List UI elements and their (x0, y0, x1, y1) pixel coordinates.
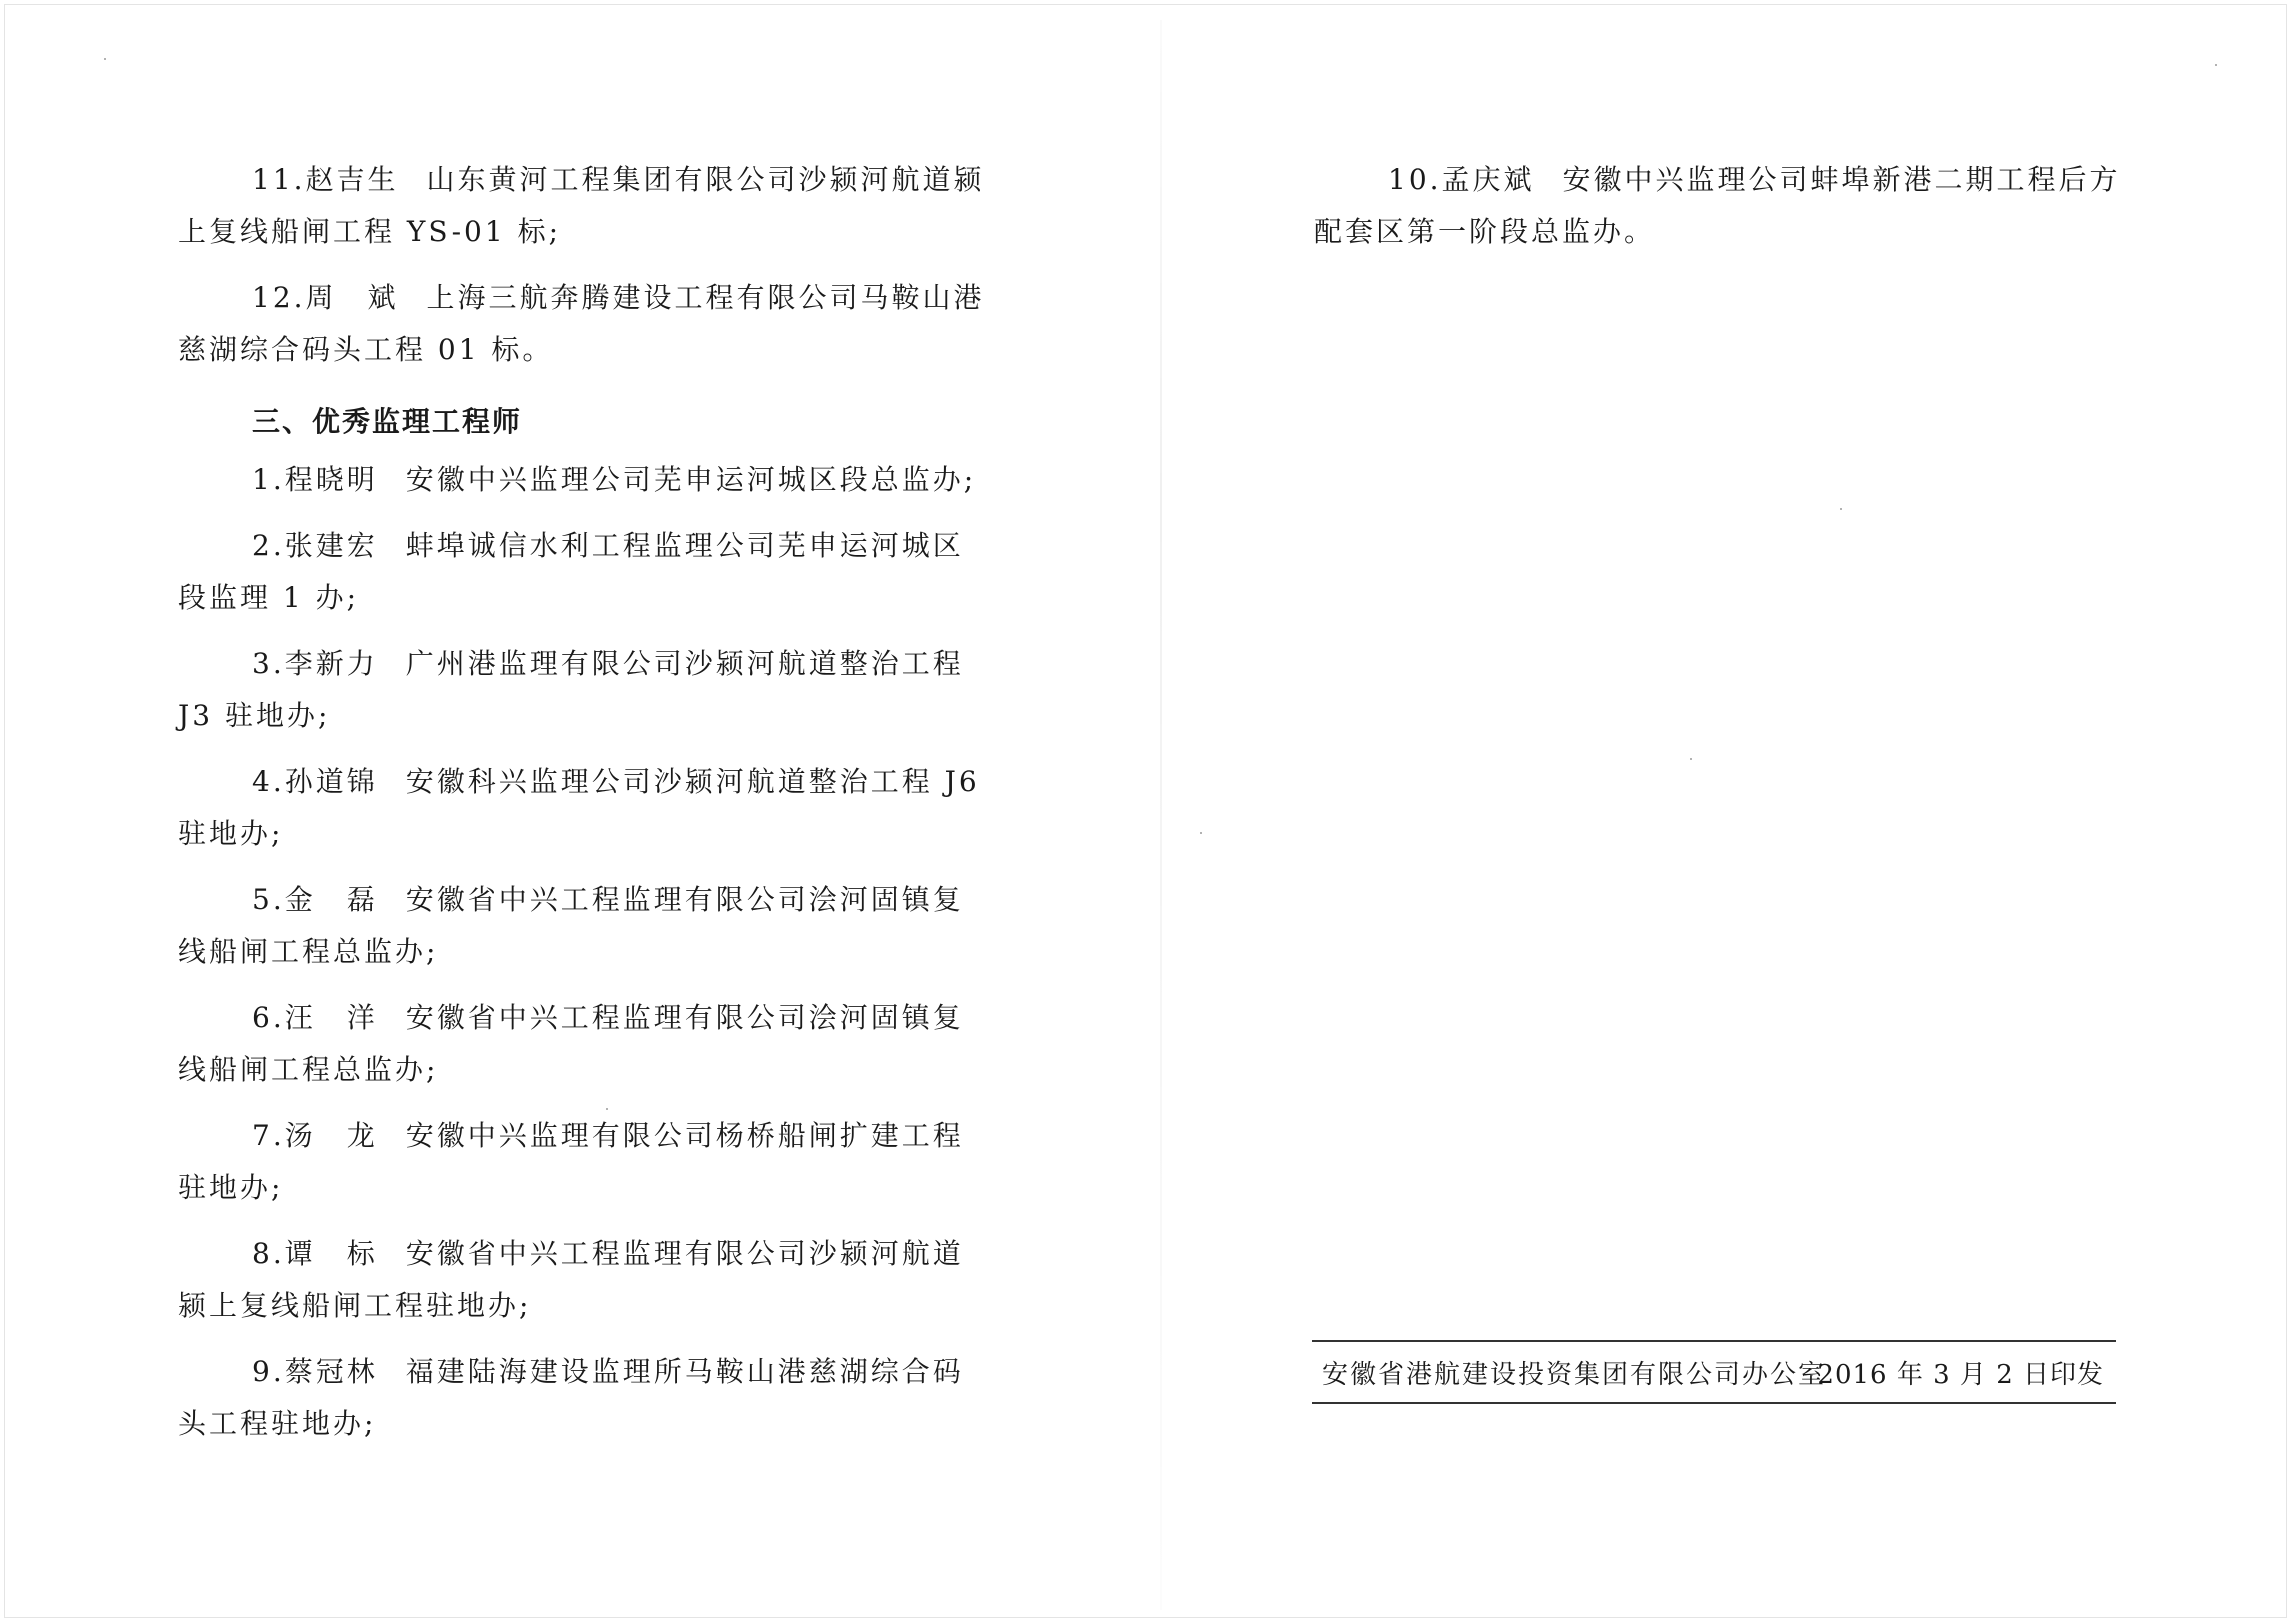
list-item (252, 1352, 964, 1392)
item-number: 3. (252, 647, 285, 680)
item-number: 12. (252, 281, 306, 314)
organization-text: 广州港监理有限公司沙颍河航道整治工程 (405, 647, 964, 680)
organization-text: 安徽省中兴工程监理有限公司浍河固镇复 (405, 1001, 964, 1034)
item-text: J3 驻地办; (178, 699, 331, 732)
item-number: 9. (252, 1355, 285, 1388)
list-item (252, 998, 964, 1038)
item-number: 5. (252, 883, 285, 916)
item-text: 颍上复线船闸工程驻地办; (178, 1289, 532, 1322)
person-name: 谭 标 (284, 1237, 378, 1270)
person-name: 蔡冠林 (284, 1355, 378, 1388)
item-number: 4. (252, 765, 285, 798)
person-name: 孟庆斌 (1441, 163, 1535, 196)
footer-issuer: 安徽省港航建设投资集团有限公司办公室 (1322, 1360, 1827, 1390)
list-item (252, 160, 985, 200)
list-item-continuation (1314, 212, 1655, 252)
document-footer (1312, 1340, 2116, 1404)
list-item-continuation (178, 1168, 283, 1208)
item-number: 2. (252, 529, 285, 562)
list-item-continuation (178, 212, 561, 252)
person-name: 汪 洋 (284, 1001, 378, 1034)
scan-speck (1840, 508, 1842, 510)
page-fold (1160, 20, 1162, 1610)
person-name: 金 磊 (284, 883, 378, 916)
list-item-continuation (178, 932, 438, 972)
organization-text: 山东黄河工程集团有限公司沙颍河航道颍 (426, 163, 985, 196)
organization-text: 蚌埠诚信水利工程监理公司芜申运河城区 (405, 529, 964, 562)
person-name: 张建宏 (284, 529, 378, 562)
organization-text: 福建陆海建设监理所马鞍山港慈湖综合码 (405, 1355, 964, 1388)
footer-date: 2016 年 3 月 2 日印发 (1817, 1360, 2104, 1390)
item-number: 6. (252, 1001, 285, 1034)
list-item (252, 526, 964, 566)
organization-text: 安徽省中兴工程监理有限公司浍河固镇复 (405, 883, 964, 916)
scan-speck (104, 58, 106, 60)
organization-text: 安徽中兴监理公司蚌埠新港二期工程后方 (1562, 163, 2121, 196)
section-heading (252, 402, 522, 442)
list-item-continuation (178, 330, 553, 370)
list-item (1388, 160, 2121, 200)
item-text: 线船闸工程总监办; (178, 935, 439, 968)
heading-text: 三、优秀监理工程师 (252, 405, 523, 438)
list-item-continuation (178, 814, 283, 854)
organization-text: 安徽中兴监理公司芜申运河城区段总监办; (405, 463, 977, 496)
list-item (252, 278, 985, 318)
item-text: 头工程驻地办; (178, 1407, 377, 1440)
item-number: 1. (252, 463, 285, 496)
person-name: 孙道锦 (284, 765, 378, 798)
list-item (252, 644, 964, 684)
person-name: 周 斌 (305, 281, 399, 314)
list-item-continuation (178, 1286, 531, 1326)
item-text: 上复线船闸工程 YS-01 标; (178, 215, 562, 248)
person-name: 汤 龙 (284, 1119, 378, 1152)
item-text: 驻地办; (178, 1171, 284, 1204)
item-text: 线船闸工程总监办; (178, 1053, 439, 1086)
person-name: 赵吉生 (305, 163, 399, 196)
organization-text: 上海三航奔腾建设工程有限公司马鞍山港 (426, 281, 985, 314)
scan-speck (2215, 64, 2217, 66)
item-text: 慈湖综合码头工程 01 标。 (178, 333, 554, 366)
list-item (252, 880, 964, 920)
list-item (252, 460, 976, 500)
list-item (252, 762, 980, 802)
item-number: 11. (252, 163, 306, 196)
list-item-continuation (178, 578, 359, 618)
item-text: 配套区第一阶段总监办。 (1314, 215, 1656, 248)
list-item-continuation (178, 1404, 376, 1444)
organization-text: 安徽中兴监理有限公司杨桥船闸扩建工程 (405, 1119, 964, 1152)
scan-speck (1690, 758, 1692, 760)
item-number: 8. (252, 1237, 285, 1270)
item-text: 段监理 1 办; (178, 581, 360, 614)
list-item-continuation (178, 696, 330, 736)
scan-speck (606, 1108, 608, 1110)
scan-speck (1200, 832, 1202, 834)
organization-text: 安徽科兴监理公司沙颍河航道整治工程 J6 (405, 765, 980, 798)
person-name: 李新力 (284, 647, 378, 680)
list-item (252, 1234, 964, 1274)
list-item-continuation (178, 1050, 438, 1090)
organization-text: 安徽省中兴工程监理有限公司沙颍河航道 (405, 1237, 964, 1270)
item-number: 7. (252, 1119, 285, 1152)
item-number: 10. (1388, 163, 1442, 196)
person-name: 程晓明 (284, 463, 378, 496)
item-text: 驻地办; (178, 817, 284, 850)
list-item (252, 1116, 964, 1156)
